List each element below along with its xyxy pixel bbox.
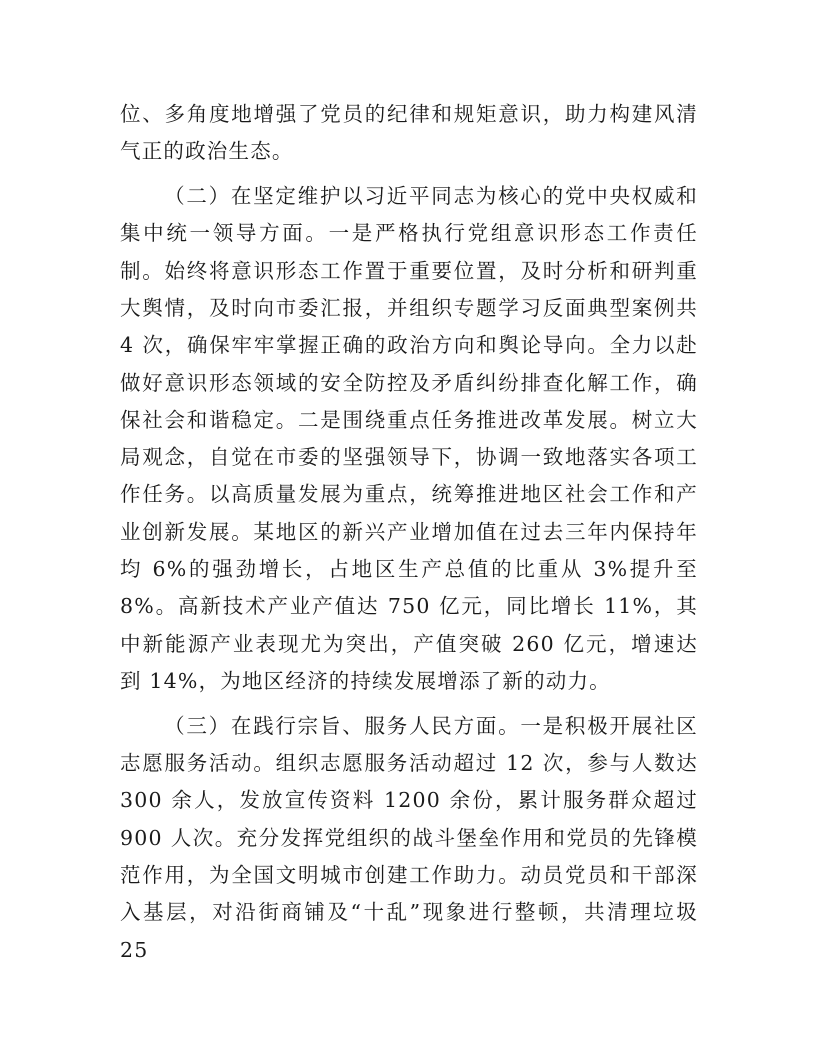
paragraph-section-two: （二）在坚定维护以习近平同志为核心的党中央权威和集中统一领导方面。一是严格执行党组意识形态工作责任制。始终将意识形态工作置于重要位置，及时分析和研判重大舆情，及时向市委汇报，并组织专题学习反面典型案例共 4 次，确保牢牢掌握正确的政治方向和舆论导向。全力以赴做好意识形态领域的安全防控及矛盾纠纷排查化解工作，确保社会和谐稳定。二是围绕重点任务推进改革发展。树立大局观念，自觉在市委的坚强领导下，协调一致地落实各项工作任务。以高质量发展为重点，统筹推进地区社会工作和产业创新发展。某地区的新兴产业增加值在过去三年内保持年均 6%的强劲增长，占地区生产总值的比重从 3%提升至 8%。高新技术产业产值达 750 亿元，同比增长 11%，其中新能源产业表现尤为突出，产值突破 260 亿元，增速达到 14%，为地区经济的持续发展增添了新的动力。 [120, 184, 698, 693]
paragraph-section-three: （三）在践行宗旨、服务人民方面。一是积极开展社区志愿服务活动。组织志愿服务活动超过 12 次，参与人数达 300 余人，发放宣传资料 1200 余份，累计服务群众超过 900 人次。充分发挥党组织的战斗堡垒作用和党员的先锋模范作用，为全国文明城市创建工作助力。动员党员和干部深入基层，对沿街商铺及“十乱”现象进行整顿，共清理垃圾 25 [120, 713, 698, 962]
paragraph-continuation: 位、多角度地增强了党员的纪律和规矩意识，助力构建风清气正的政治生态。 [120, 102, 698, 164]
document-page [120, 96, 698, 976]
